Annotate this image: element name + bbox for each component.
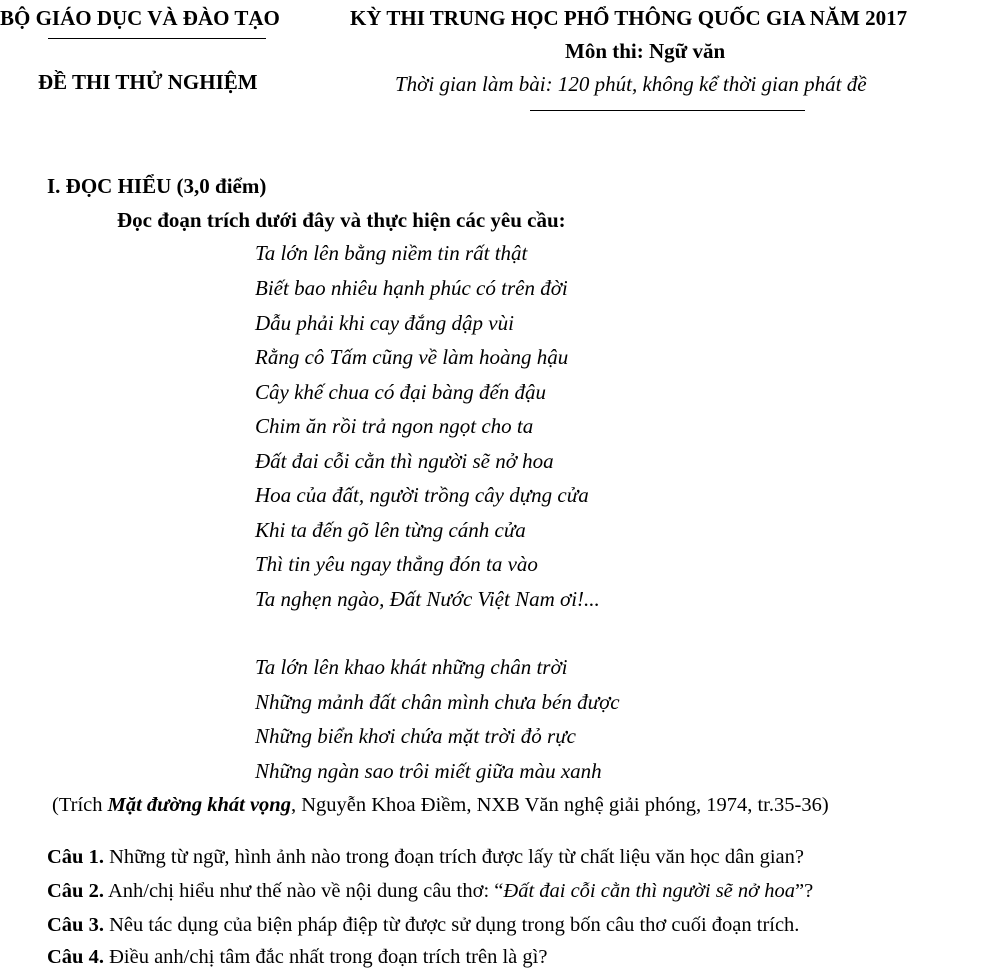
ministry-underline bbox=[48, 38, 266, 39]
poem-line: Những ngàn sao trôi miết giữa màu xanh bbox=[255, 759, 602, 783]
exam-duration: Thời gian làm bài: 120 phút, không kể thời gian phát đề bbox=[395, 72, 867, 96]
source-suffix: , Nguyễn Khoa Điềm, NXB Văn nghệ giải phóng, 1974, tr.35-36) bbox=[290, 794, 829, 816]
question-1 bbox=[47, 846, 804, 869]
question-quote: Đất đai cỗi cằn thì người sẽ nở hoa bbox=[503, 880, 795, 902]
poem-line: Những mảnh đất chân mình chưa bén được bbox=[255, 690, 620, 714]
poem-line: Thì tin yêu ngay thẳng đón ta vào bbox=[255, 552, 538, 576]
poem-line: Ta lớn lên bằng niềm tin rất thật bbox=[255, 241, 528, 265]
poem-line: Cây khế chua có đại bàng đến đậu bbox=[255, 380, 547, 404]
source-citation bbox=[52, 794, 829, 817]
poem-line: Chim ăn rồi trả ngon ngọt cho ta bbox=[255, 414, 534, 438]
question-label: Câu 4. bbox=[47, 946, 104, 968]
question-3 bbox=[47, 914, 799, 937]
source-prefix: (Trích bbox=[52, 794, 108, 816]
exam-subject: Môn thi: Ngữ văn bbox=[565, 39, 726, 63]
question-label: Câu 2. bbox=[47, 880, 104, 902]
source-work-title: Mặt đường khát vọng bbox=[107, 794, 291, 816]
question-text: Anh/chị hiểu như thế nào về nội dung câu thơ: “ bbox=[103, 880, 504, 902]
poem-line: Ta nghẹn ngào, Đất Nước Việt Nam ơi!... bbox=[255, 587, 600, 611]
question-label: Câu 1. bbox=[47, 846, 104, 868]
question-label: Câu 3. bbox=[47, 914, 104, 936]
section-title: I. ĐỌC HIỂU (3,0 điểm) bbox=[47, 174, 267, 198]
exam-type: ĐỀ THI THỬ NGHIỆM bbox=[38, 70, 258, 94]
poem-line: Hoa của đất, người trồng cây dựng cửa bbox=[255, 483, 589, 507]
poem-line: Khi ta đến gõ lên từng cánh cửa bbox=[255, 518, 526, 542]
title-underline bbox=[530, 110, 805, 111]
ministry-name: BỘ GIÁO DỤC VÀ ĐÀO TẠO bbox=[0, 6, 280, 30]
poem-line: Dẫu phải khi cay đắng dập vùi bbox=[255, 311, 514, 335]
exam-title: KỲ THI TRUNG HỌC PHỔ THÔNG QUỐC GIA NĂM 2017 bbox=[350, 6, 908, 30]
question-text-end: ”? bbox=[794, 880, 814, 902]
question-4 bbox=[47, 946, 547, 969]
section-instruction: Đọc đoạn trích dưới đây và thực hiện các yêu cầu: bbox=[117, 208, 566, 232]
poem-line: Biết bao nhiêu hạnh phúc có trên đời bbox=[255, 276, 568, 300]
poem-line: Rằng cô Tấm cũng về làm hoàng hậu bbox=[255, 345, 569, 369]
question-text: Những từ ngữ, hình ảnh nào trong đoạn trích được lấy từ chất liệu văn học dân gian? bbox=[103, 846, 804, 868]
question-2 bbox=[47, 880, 813, 903]
question-text: Điều anh/chị tâm đắc nhất trong đoạn trích trên là gì? bbox=[103, 946, 548, 968]
poem-line: Ta lớn lên khao khát những chân trời bbox=[255, 655, 568, 679]
question-text: Nêu tác dụng của biện pháp điệp từ được sử dụng trong bốn câu thơ cuối đoạn trích. bbox=[103, 914, 800, 936]
poem-line: Đất đai cỗi cằn thì người sẽ nở hoa bbox=[255, 449, 554, 473]
poem-line: Những biển khơi chứa mặt trời đỏ rực bbox=[255, 724, 576, 748]
